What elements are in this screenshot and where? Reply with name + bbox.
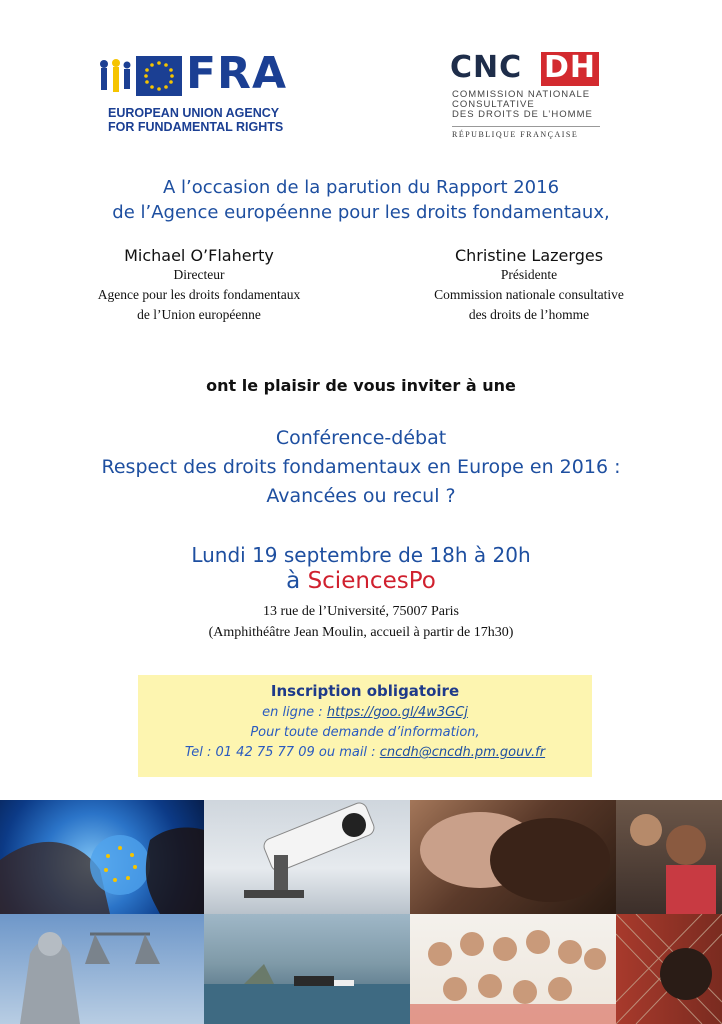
host-left bbox=[54, 246, 344, 325]
headline-line2: de l’Agence européenne pour les droits fondamentaux, bbox=[112, 202, 610, 223]
conference-title-line1: Respect des droits fondamentaux en Europe en 2016 : bbox=[101, 456, 621, 478]
cncdh-subtitle-line3: DES DROITS DE L’HOMME bbox=[452, 109, 593, 120]
event-date: Lundi 19 septembre de 18h à 20h bbox=[191, 543, 531, 567]
photo-security-camera bbox=[204, 800, 410, 914]
headline-line1: A l’occasion de la parution du Rapport 2016 bbox=[162, 177, 560, 198]
contact-email-link[interactable]: cncdh@cncdh.pm.gouv.fr bbox=[379, 745, 546, 760]
cncdh-republic: RÉPUBLIQUE FRANÇAISE bbox=[452, 130, 579, 139]
fra-subtitle bbox=[108, 106, 283, 134]
event-venue bbox=[0, 568, 722, 594]
photo-boats-sea bbox=[204, 914, 410, 1024]
cncdh-subtitle bbox=[452, 90, 593, 120]
registration-title: Inscription obligatoire bbox=[270, 682, 460, 700]
host-left-role: Directeur bbox=[173, 267, 225, 282]
host-left-name: Michael O’Flaherty bbox=[124, 246, 274, 265]
host-right-name: Christine Lazerges bbox=[454, 246, 604, 265]
cncdh-subtitle-line2: CONSULTATIVE bbox=[452, 99, 535, 110]
registration-online bbox=[138, 705, 592, 720]
photo-justice-statue bbox=[0, 914, 204, 1024]
venue-prefix: à bbox=[286, 568, 308, 594]
address-line: 13 rue de l’Université, 75007 Paris bbox=[263, 604, 459, 619]
eu-flag-icon bbox=[136, 56, 182, 96]
cncdh-wordmark-right: DH bbox=[544, 50, 597, 85]
registration-info: Pour toute demande d’information, bbox=[250, 725, 480, 740]
host-left-org-line1: Agence pour les droits fondamentaux bbox=[97, 287, 301, 302]
invite-line: ont le plaisir de vous inviter à une bbox=[206, 376, 516, 395]
fra-subtitle-line1: EUROPEAN UNION AGENCY bbox=[108, 106, 280, 120]
conference-block bbox=[0, 424, 722, 511]
host-right-org-line2: des droits de l’homme bbox=[468, 307, 590, 322]
conference-type: Conférence-débat bbox=[275, 427, 447, 449]
photo-fence bbox=[616, 914, 722, 1024]
photo-faces bbox=[616, 800, 722, 914]
host-right-org-line1: Commission nationale consultative bbox=[434, 287, 624, 302]
registration-link[interactable]: https://goo.gl/4w3GCj bbox=[326, 705, 468, 720]
fra-subtitle-line2: FOR FUNDAMENTAL RIGHTS bbox=[108, 120, 284, 134]
photo-fists bbox=[410, 800, 616, 914]
contact-prefix: Tel : 01 42 75 77 09 ou mail : bbox=[184, 745, 380, 760]
room-line: (Amphithéâtre Jean Moulin, accueil à partir de 17h30) bbox=[208, 625, 514, 640]
cncdh-subtitle-line1: COMMISSION NATIONALE bbox=[452, 89, 591, 100]
host-right bbox=[384, 246, 674, 325]
photo-hands-eu-globe bbox=[0, 800, 204, 914]
cncdh-divider bbox=[452, 126, 600, 127]
cncdh-wordmark-left: CNC bbox=[450, 50, 523, 85]
fra-wordmark: FRA bbox=[186, 48, 287, 99]
event-address bbox=[0, 601, 722, 643]
photo-group-people bbox=[410, 914, 616, 1024]
conference-title-line2: Avancées ou recul ? bbox=[266, 485, 456, 507]
host-right-role: Présidente bbox=[500, 267, 558, 282]
registration-contact bbox=[138, 745, 592, 760]
online-prefix: en ligne : bbox=[262, 705, 327, 720]
fra-logo bbox=[96, 48, 296, 136]
cncdh-logo bbox=[450, 50, 610, 145]
sciencespo-logo: SciencesPo bbox=[307, 568, 436, 594]
people-figures-icon bbox=[96, 56, 136, 96]
registration-box bbox=[138, 675, 592, 777]
host-left-org-line2: de l’Union européenne bbox=[137, 307, 261, 322]
headline bbox=[0, 175, 722, 225]
